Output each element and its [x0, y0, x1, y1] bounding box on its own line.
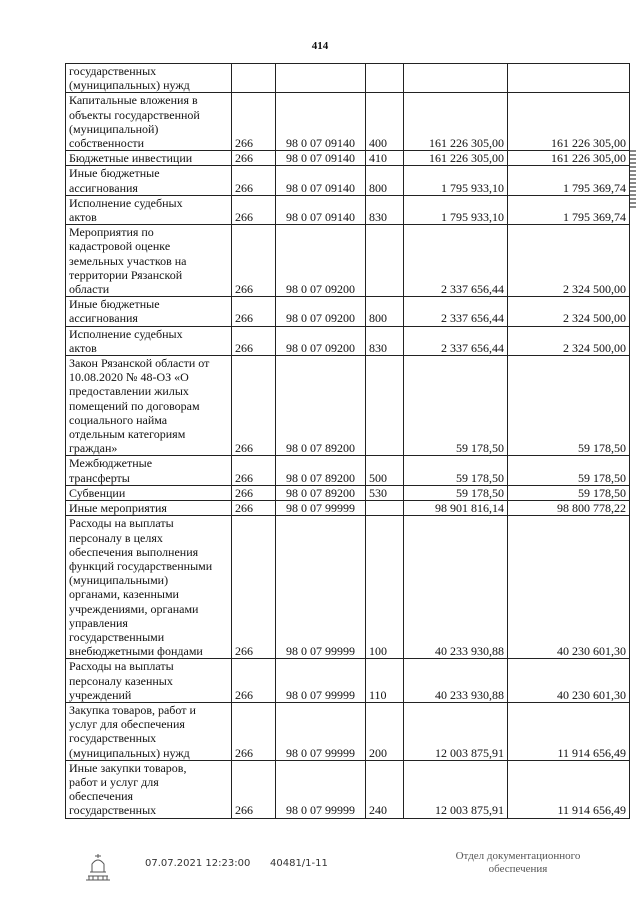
row-sum-executed-cell: 2 324 500,00 — [508, 225, 630, 297]
row-name-cell: Иные бюджетные ассигнования — [66, 297, 232, 326]
row-csr-cell: 98 0 07 89200 — [276, 456, 366, 485]
row-sum-executed-cell: 40 230 601,30 — [508, 659, 630, 703]
row-ved-cell: 266 — [232, 760, 276, 818]
table-row — [66, 356, 630, 456]
row-ved-cell: 266 — [232, 93, 276, 151]
row-csr-cell: 98 0 07 09200 — [276, 297, 366, 326]
row-sum-assigned-cell: 59 178,50 — [404, 456, 508, 485]
row-vr-cell: 530 — [366, 485, 404, 500]
row-csr-cell: 98 0 07 99999 — [276, 516, 366, 659]
row-sum-executed-cell: 161 226 305,00 — [508, 93, 630, 151]
row-csr-cell: 98 0 07 09200 — [276, 326, 366, 355]
row-vr-cell: 240 — [366, 760, 404, 818]
row-sum-assigned-cell: 12 003 875,91 — [404, 702, 508, 760]
row-ved-cell: 266 — [232, 516, 276, 659]
row-csr-cell: 98 0 07 89200 — [276, 356, 366, 456]
row-sum-executed-cell: 59 178,50 — [508, 456, 630, 485]
department-stamp: Отдел документационного обеспечения — [455, 850, 581, 875]
page-number: 414 — [311, 40, 329, 52]
row-ved-cell: 266 — [232, 659, 276, 703]
table-row — [66, 297, 630, 326]
budget-table-body — [66, 64, 630, 819]
row-sum-assigned-cell: 161 226 305,00 — [404, 93, 508, 151]
row-vr-cell: 500 — [366, 456, 404, 485]
row-vr-cell — [366, 356, 404, 456]
table-row — [66, 151, 630, 166]
row-sum-assigned-cell — [404, 64, 508, 93]
row-vr-cell: 200 — [366, 702, 404, 760]
row-vr-cell — [366, 64, 404, 93]
table-row — [66, 166, 630, 195]
row-sum-executed-cell: 11 914 656,49 — [508, 702, 630, 760]
table-row — [66, 485, 630, 500]
row-ved-cell: 266 — [232, 326, 276, 355]
row-sum-executed-cell: 161 226 305,00 — [508, 151, 630, 166]
row-sum-executed-cell: 40 230 601,30 — [508, 516, 630, 659]
row-name-cell: Иные мероприятия — [66, 501, 232, 516]
row-name-cell: Мероприятия по кадастровой оценке земельных участков на территории Рязанской области — [66, 225, 232, 297]
table-row — [66, 195, 630, 224]
row-sum-assigned-cell: 161 226 305,00 — [404, 151, 508, 166]
row-name-cell: Исполнение судебных актов — [66, 326, 232, 355]
footer-doc-number: 40481/1-11 — [270, 858, 328, 869]
row-csr-cell: 98 0 07 09140 — [276, 166, 366, 195]
row-name-cell: Бюджетные инвестиции — [66, 151, 232, 166]
emblem-icon — [80, 850, 116, 886]
scan-edge-mark — [630, 150, 636, 210]
row-ved-cell: 266 — [232, 356, 276, 456]
row-sum-executed-cell: 59 178,50 — [508, 356, 630, 456]
row-sum-assigned-cell: 2 337 656,44 — [404, 297, 508, 326]
row-vr-cell: 800 — [366, 166, 404, 195]
row-ved-cell — [232, 64, 276, 93]
row-vr-cell: 100 — [366, 516, 404, 659]
row-vr-cell — [366, 225, 404, 297]
row-csr-cell: 98 0 07 99999 — [276, 760, 366, 818]
row-vr-cell: 830 — [366, 195, 404, 224]
row-csr-cell — [276, 64, 366, 93]
table-row — [66, 326, 630, 355]
row-csr-cell: 98 0 07 89200 — [276, 485, 366, 500]
row-sum-assigned-cell: 1 795 933,10 — [404, 166, 508, 195]
row-name-cell: Расходы на выплаты персоналу в целях обеспечения выполнения функций государственными (муниципальными) органами, казенными учреждениями, органами управления государственными внебюджетными фондами — [66, 516, 232, 659]
row-vr-cell: 110 — [366, 659, 404, 703]
table-row — [66, 516, 630, 659]
row-sum-executed-cell: 1 795 369,74 — [508, 195, 630, 224]
row-ved-cell: 266 — [232, 702, 276, 760]
page-footer — [0, 850, 640, 900]
row-name-cell: Иные закупки товаров, работ и услуг для обеспечения государственных — [66, 760, 232, 818]
row-vr-cell: 830 — [366, 326, 404, 355]
row-sum-assigned-cell: 59 178,50 — [404, 356, 508, 456]
table-row — [66, 760, 630, 818]
row-sum-assigned-cell: 12 003 875,91 — [404, 760, 508, 818]
row-sum-executed-cell: 1 795 369,74 — [508, 166, 630, 195]
row-name-cell: государственных (муниципальных) нужд — [66, 64, 232, 93]
row-csr-cell: 98 0 07 99999 — [276, 702, 366, 760]
row-sum-executed-cell: 98 800 778,22 — [508, 501, 630, 516]
row-ved-cell: 266 — [232, 297, 276, 326]
table-row — [66, 93, 630, 151]
row-sum-assigned-cell: 98 901 816,14 — [404, 501, 508, 516]
row-name-cell: Закон Рязанской области от 10.08.2020 № 48-ОЗ «О предоставлении жилых помещений по договорам социального найма отдельным категориям граждан» — [66, 356, 232, 456]
row-ved-cell: 266 — [232, 501, 276, 516]
table-row — [66, 456, 630, 485]
table-row — [66, 64, 630, 93]
row-sum-executed-cell: 2 324 500,00 — [508, 297, 630, 326]
row-ved-cell: 266 — [232, 225, 276, 297]
row-name-cell: Субвенции — [66, 485, 232, 500]
row-sum-assigned-cell: 1 795 933,10 — [404, 195, 508, 224]
row-name-cell: Капитальные вложения в объекты государственной (муниципальной) собственности — [66, 93, 232, 151]
row-ved-cell: 266 — [232, 151, 276, 166]
row-sum-assigned-cell: 2 337 656,44 — [404, 326, 508, 355]
row-csr-cell: 98 0 07 09200 — [276, 225, 366, 297]
row-name-cell: Закупка товаров, работ и услуг для обеспечения государственных (муниципальных) нужд — [66, 702, 232, 760]
row-ved-cell: 266 — [232, 195, 276, 224]
row-csr-cell: 98 0 07 09140 — [276, 151, 366, 166]
table-row — [66, 225, 630, 297]
row-sum-assigned-cell: 40 233 930,88 — [404, 516, 508, 659]
row-vr-cell: 800 — [366, 297, 404, 326]
row-csr-cell: 98 0 07 99999 — [276, 659, 366, 703]
row-ved-cell: 266 — [232, 485, 276, 500]
row-sum-executed-cell: 11 914 656,49 — [508, 760, 630, 818]
row-sum-executed-cell: 59 178,50 — [508, 485, 630, 500]
row-name-cell: Межбюджетные трансферты — [66, 456, 232, 485]
row-sum-assigned-cell: 59 178,50 — [404, 485, 508, 500]
row-sum-executed-cell: 2 324 500,00 — [508, 326, 630, 355]
row-name-cell: Исполнение судебных актов — [66, 195, 232, 224]
row-vr-cell: 400 — [366, 93, 404, 151]
row-csr-cell: 98 0 07 09140 — [276, 195, 366, 224]
row-csr-cell: 98 0 07 09140 — [276, 93, 366, 151]
row-ved-cell: 266 — [232, 456, 276, 485]
row-csr-cell: 98 0 07 99999 — [276, 501, 366, 516]
footer-date: 07.07.2021 12:23:00 — [145, 858, 251, 869]
budget-table — [65, 63, 630, 819]
row-vr-cell — [366, 501, 404, 516]
row-sum-assigned-cell: 2 337 656,44 — [404, 225, 508, 297]
row-ved-cell: 266 — [232, 166, 276, 195]
row-sum-executed-cell — [508, 64, 630, 93]
table-row — [66, 659, 630, 703]
row-name-cell: Иные бюджетные ассигнования — [66, 166, 232, 195]
row-vr-cell: 410 — [366, 151, 404, 166]
row-sum-assigned-cell: 40 233 930,88 — [404, 659, 508, 703]
table-row — [66, 501, 630, 516]
table-row — [66, 702, 630, 760]
row-name-cell: Расходы на выплаты персоналу казенных учреждений — [66, 659, 232, 703]
